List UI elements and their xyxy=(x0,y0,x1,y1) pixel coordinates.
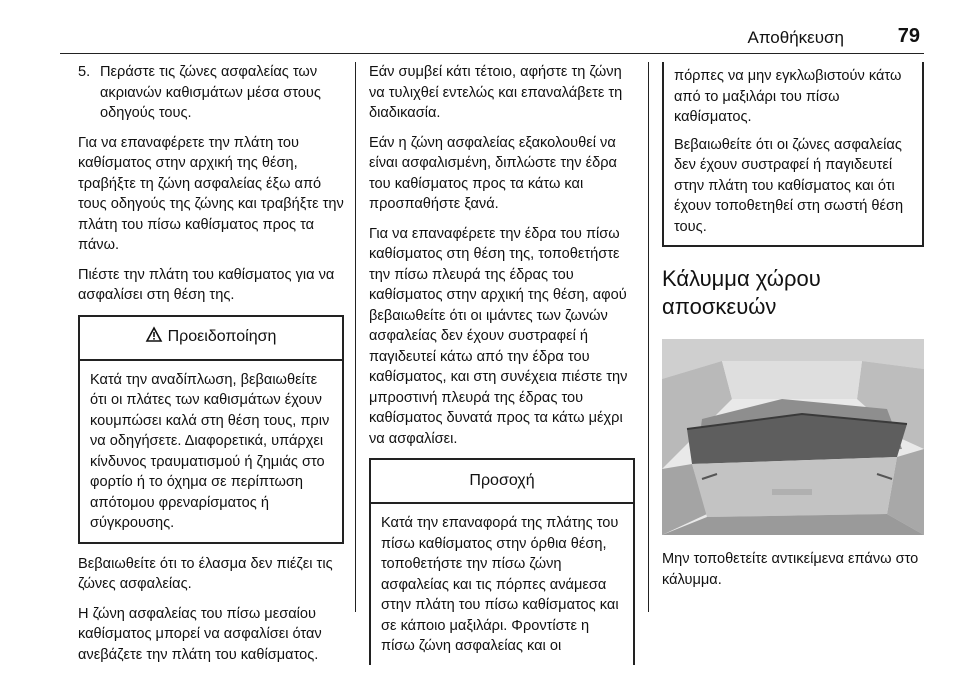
warning-box xyxy=(78,315,344,544)
section-heading: Κάλυμμα χώρου αποσκευών xyxy=(662,266,821,319)
caution-box xyxy=(369,458,635,665)
warning-triangle-icon xyxy=(146,327,162,348)
caution-text: Κατά την επαναφορά της πλάτης του πίσω καθίσματος στην όρθια θέση, τοποθετήστε την πίσω ζώνη ασφαλείας και τις πόρπες ανάμεσα στην πλάτη του πίσω καθίσματος και σε κάποιο μαξιλάρι. Φροντίστε η πίσω ζώνη ασφαλείας και οι xyxy=(381,515,619,654)
step-number: 5. xyxy=(78,64,91,80)
page-header xyxy=(60,20,924,54)
paragraph: Η ζώνη ασφαλείας του πίσω μεσαίου καθίσματος μπορεί να ασφαλίσει όταν ανεβάζετε την πλάτη του καθίσματος. xyxy=(78,605,322,663)
caption: Μην τοποθετείτε αντικείμενα επάνω στο κάλυμμα. xyxy=(662,551,919,588)
column-3 xyxy=(662,62,924,599)
page-title: Αποθήκευση xyxy=(747,28,844,47)
warning-text: Κατά την αναδίπλωση, βεβαιωθείτε ότι οι πλάτες των καθισμάτων έχουν κουμπώσει καλά στη θέση τους, πριν να οδηγήσετε. Διαφορετικά, υπάρχει κίνδυνος τραυματισμού ή ζημιάς στο φορτίο ή το όχημα σε περίπτωση απότομου φρεναρίσματος ή σύγκρουσης. xyxy=(90,371,330,531)
caution-text-continued: πόρπες να μην εγκλωβιστούν κάτω από το μαξιλάρι του πίσω καθίσματος. xyxy=(674,68,902,125)
step-5 xyxy=(78,62,344,124)
cargo-cover-photo xyxy=(662,339,924,535)
warning-header xyxy=(80,317,342,361)
paragraph: Εάν η ζώνη ασφαλείας εξακολουθεί να είναι ασφαλισμένη, διπλώστε την έδρα του καθίσματος προς τα κάτω και προσπαθήστε ξανά. xyxy=(369,134,617,212)
paragraph: Βεβαιωθείτε ότι το έλασμα δεν πιέζει τις ζώνες ασφαλείας. xyxy=(78,555,333,592)
column-divider-2 xyxy=(648,62,649,612)
caution-title: Προσοχή xyxy=(469,471,535,489)
column-1 xyxy=(78,62,344,674)
caution-box-continued xyxy=(662,62,924,247)
column-divider-1 xyxy=(355,62,356,612)
step-text: Περάστε τις ζώνες ασφαλείας των ακριανών καθισμάτων μέσα στους οδηγούς τους. xyxy=(100,64,321,121)
page-number: 79 xyxy=(897,25,920,47)
paragraph: Για να επαναφέρετε την έδρα του πίσω καθίσματος στη θέση της, τοποθετήστε την πίσω πλευρά της έδρας του καθίσματος στην αρχική της θέση, αφού βεβαιωθείτε ότι οι ιμάντες των ζωνών ασφαλείας δεν έχουν συστραφεί ή παγιδευτεί κάτω από την έδρα του καθίσματος, και στη συνέχεια πιέστε την μπροστινή πλευρά της έδρας του καθίσματος δυνατά προς τα κάτω μέχρι να ασφαλίσει. xyxy=(369,225,628,447)
paragraph: Πιέστε την πλάτη του καθίσματος για να ασφαλίσει στη θέση της. xyxy=(78,266,335,303)
header-divider xyxy=(60,53,924,54)
paragraph: Εάν συμβεί κάτι τέτοιο, αφήστε τη ζώνη να τυλιχθεί εντελώς και επαναλάβετε τη διαδικασία. xyxy=(369,64,623,121)
column-2 xyxy=(369,62,635,665)
warning-title: Προειδοποίηση xyxy=(167,328,277,346)
caution-text-continued: Βεβαιωθείτε ότι οι ζώνες ασφαλείας δεν έχουν συστραφεί ή παγιδευτεί στην πλάτη του καθίσματος και ότι έχουν τοποθετηθεί στη σωστή θέση τους. xyxy=(674,136,904,235)
paragraph: Για να επαναφέρετε την πλάτη του καθίσματος στην αρχική της θέση, τραβήξτε τη ζώνη ασφαλείας έξω από τους οδηγούς της ζώνης και τραβήξτε την πλάτη του πίσω καθίσματος προς τα πάνω. xyxy=(78,134,344,253)
caution-header xyxy=(371,460,633,504)
